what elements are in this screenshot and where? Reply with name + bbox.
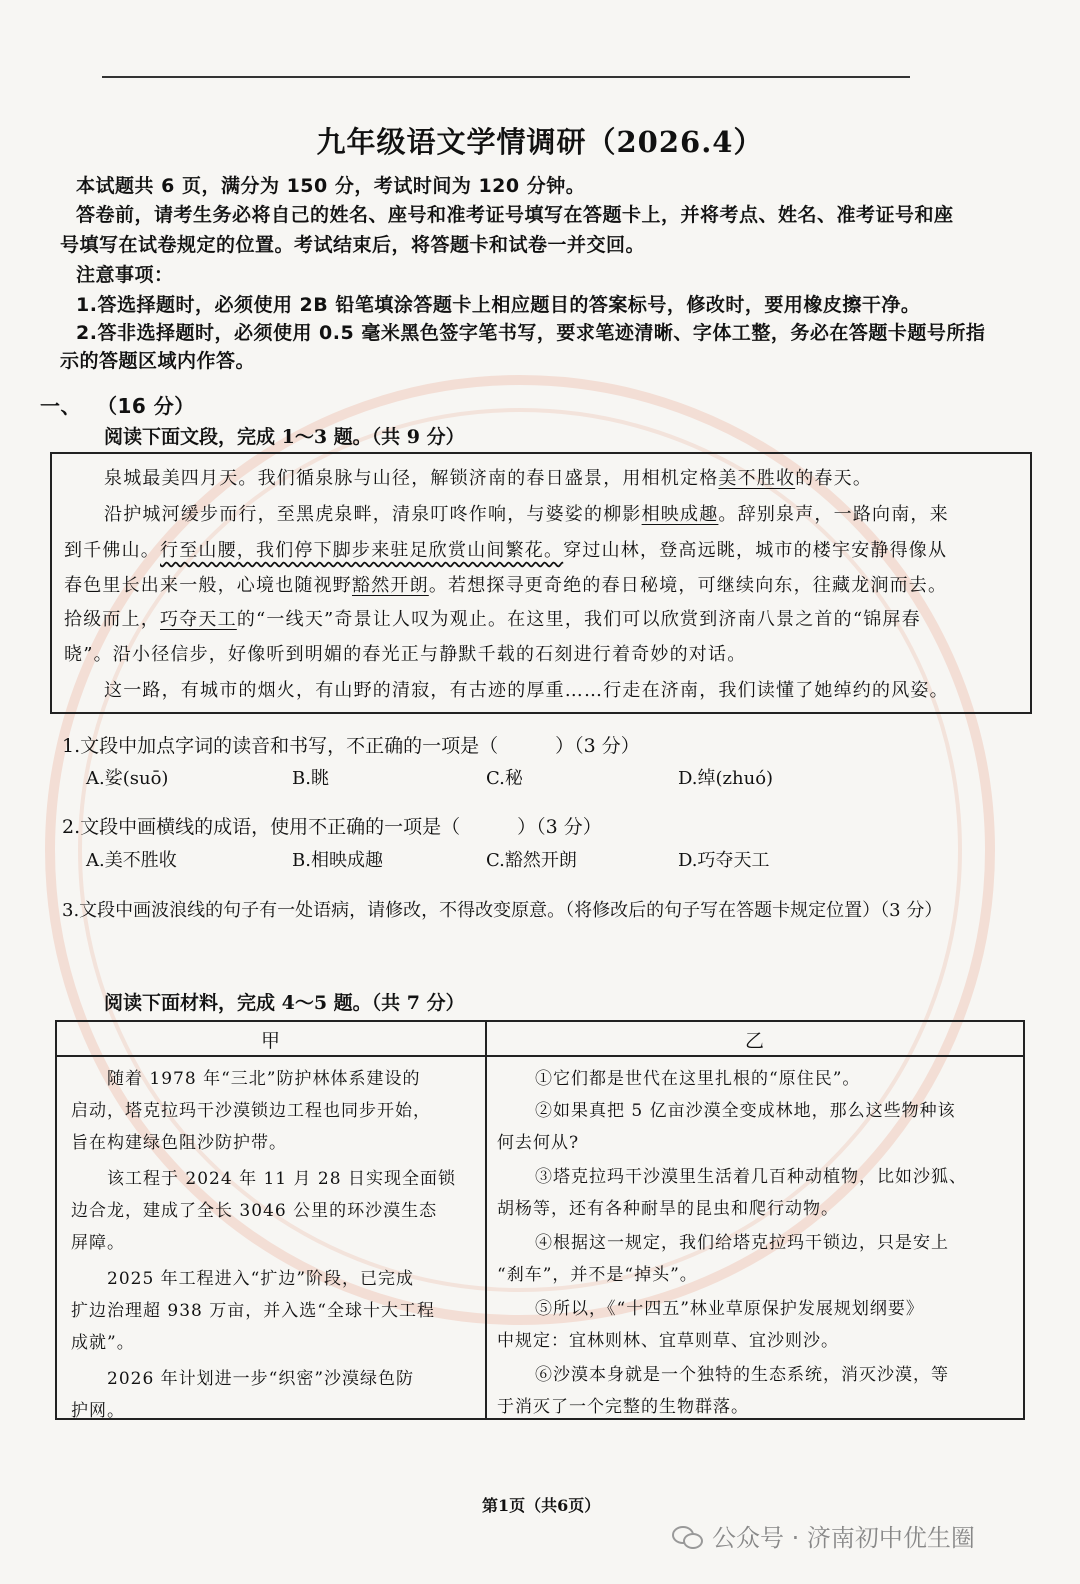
text: 。若想探寻更奇绝的春日秘境，可继续向东，往藏龙涧而去。: [428, 575, 948, 596]
underlined-idiom: 相映成趣: [641, 504, 719, 525]
question-1: 1.文段中加点字词的读音和书写，不正确的一项是（ ）（3 分）: [62, 735, 640, 757]
q2-option-a: A.美不胜收: [86, 850, 177, 871]
left-cell-line: 2025 年工程进入“扩边”阶段，已完成: [107, 1269, 415, 1289]
passage-line-1: [104, 464, 872, 490]
q1-option-b: B.眺: [292, 768, 329, 789]
section-number: 一、: [40, 394, 81, 418]
left-cell-line: 边合龙，建成了全长 3046 公里的环沙漠生态: [71, 1201, 438, 1221]
right-cell-line: ②如果真把 5 亿亩沙漠全变成林地，那么这些物种该: [535, 1101, 956, 1121]
section-1-heading: [40, 390, 221, 419]
table-header-right: 乙: [745, 1030, 765, 1052]
text: 春色里长出来一般，心境也随视野: [64, 575, 352, 596]
text: 到千佛山。: [64, 540, 160, 561]
question-2: 2.文段中画横线的成语，使用不正确的一项是（ ）（3 分）: [62, 816, 602, 838]
text: 沿护城河缓步而行，至黑虎泉畔，清泉叮咚作响，与婆娑的柳影: [104, 504, 642, 525]
watermark-text: 公众号 · 济南初中优生圈: [712, 1524, 975, 1552]
right-cell-line: ⑥沙漠本身就是一个独特的生态系统，消灭沙漠，等: [535, 1365, 949, 1385]
passage-line-2: [104, 500, 949, 526]
intro-line-1: 本试题共 6 页，满分为 150 分，考试时间为 120 分钟。: [76, 175, 586, 197]
right-cell-line: “刹车”，并不是“掉头”。: [497, 1265, 698, 1285]
text: 的春天。: [795, 468, 873, 489]
underlined-idiom: 巧夺天工: [160, 609, 237, 630]
material-table: [55, 1020, 1025, 1420]
right-cell-line: ③塔克拉玛干沙漠里生活着几百种动植物，比如沙狐、: [535, 1167, 967, 1187]
passage-line-4: [64, 571, 947, 597]
left-cell-line: 护网。: [71, 1401, 125, 1421]
right-cell-line: 何去何从?: [497, 1133, 580, 1153]
left-cell-line: 扩边治理超 938 万亩，并入选“全球十大工程: [71, 1301, 435, 1321]
left-cell-line: 启动，塔克拉玛干沙漠锁边工程也同步开始，: [71, 1101, 431, 1121]
notes-heading: 注意事项：: [76, 264, 174, 286]
section-2-instruction: 阅读下面材料，完成 4～5 题。（共 7 分）: [104, 992, 465, 1014]
question-3: 3.文段中画波浪线的句子有一处语病，请修改，不得改变原意。（将修改后的句子写在答题卡规定位置）（3 分）: [62, 900, 943, 921]
left-cell-line: 成就”。: [71, 1333, 135, 1353]
right-cell-line: 胡杨等，还有各种耐旱的昆虫和爬行动物。: [497, 1199, 839, 1219]
underlined-idiom: 豁然开朗: [352, 575, 429, 596]
q2-option-c: C.豁然开朗: [486, 850, 577, 871]
right-cell-line: 于消灭了一个完整的生物群落。: [497, 1397, 749, 1417]
underlined-idiom: 美不胜收: [718, 468, 796, 489]
page-number: 第1页（共6页）: [482, 1496, 601, 1515]
left-cell-line: 2026 年计划进一步“织密”沙漠绿色防: [107, 1369, 415, 1389]
intro-line-3: 号填写在试卷规定的位置。考试结束后，将答题卡和试卷一并交回。: [60, 234, 646, 256]
right-cell-line: ④根据这一规定，我们给塔克拉玛干锁边，只是安上: [535, 1233, 949, 1253]
right-cell-line: ①它们都是世代在这里扎根的“原住民”。: [535, 1069, 861, 1089]
note-1: 1.答选择题时，必须使用 2B 铅笔填涂答题卡上相应题目的答案标号，修改时，要用橡皮擦干净。: [76, 294, 921, 316]
q1-option-c: C.秘: [486, 768, 523, 789]
text: 拾级而上，: [64, 609, 160, 630]
table-divider: [485, 1022, 487, 1418]
left-cell-line: 随着 1978 年“三北”防护林体系建设的: [107, 1069, 421, 1089]
top-rule: [102, 76, 910, 78]
intro-line-2: 答卷前，请考生务必将自己的姓名、座号和准考证号填写在答题卡上，并将考点、姓名、准考证号和座: [76, 204, 954, 226]
right-cell-line: 中规定：宜林则林、宜草则草、宜沙则沙。: [497, 1331, 839, 1351]
table-header-left: 甲: [261, 1030, 281, 1052]
right-cell-line: ⑤所以，《“十四五”林业草原保护发展规划纲要》: [535, 1299, 924, 1319]
left-cell-line: 屏障。: [71, 1233, 125, 1253]
section-1-instruction: 阅读下面文段，完成 1～3 题。（共 9 分）: [104, 426, 465, 448]
text: 泉城最美四月天。我们循泉脉与山径，解锁济南的春日盛景，用相机定格: [104, 468, 719, 489]
section-score: （16 分）: [107, 394, 195, 418]
wechat-watermark: [672, 1518, 975, 1553]
wechat-icon: [672, 1524, 702, 1548]
reading-passage-box: [50, 452, 1032, 714]
exam-title: 九年级语文学情调研（2026.4）: [316, 125, 764, 159]
text: 穿过山林，登高远眺，城市的楼宇安静得像从: [563, 540, 948, 561]
passage-line-7: 这一路，有城市的烟火，有山野的清寂，有古迹的厚重……行走在济南，我们读懂了她绰约的风姿。: [104, 680, 949, 701]
q2-option-b: B.相映成趣: [292, 850, 383, 871]
left-cell-line: 旨在构建绿色阻沙防护带。: [71, 1133, 287, 1153]
passage-line-3: [64, 536, 947, 562]
text: 。辞别泉声，一路向南，来: [718, 504, 949, 525]
q2-option-d: D.巧夺天工: [678, 850, 770, 871]
note-2-cont: 示的答题区域内作答。: [60, 350, 256, 372]
q1-option-d: D.绰(zhuó): [678, 768, 774, 789]
passage-line-5: [64, 605, 921, 631]
passage-line-6: 晓”。沿小径信步，好像听到明媚的春光正与静默千载的石刻进行着奇妙的对话。: [64, 644, 747, 665]
wavy-sentence: 行至山腰，我们停下脚步来驻足欣赏山间繁花。: [160, 540, 564, 561]
q1-option-a: A.娑(suō): [86, 768, 169, 789]
text: 的“一线天”奇景让人叹为观止。在这里，我们可以欣赏到济南八景之首的“锦屏春: [236, 609, 921, 630]
note-2: 2.答非选择题时，必须使用 0.5 毫米黑色签字笔书写，要求笔迹清晰、字体工整，务必在答题卡题号所指: [76, 322, 986, 344]
left-cell-line: 该工程于 2024 年 11 月 28 日实现全面锁: [107, 1169, 456, 1189]
table-header-rule: [57, 1055, 1023, 1057]
